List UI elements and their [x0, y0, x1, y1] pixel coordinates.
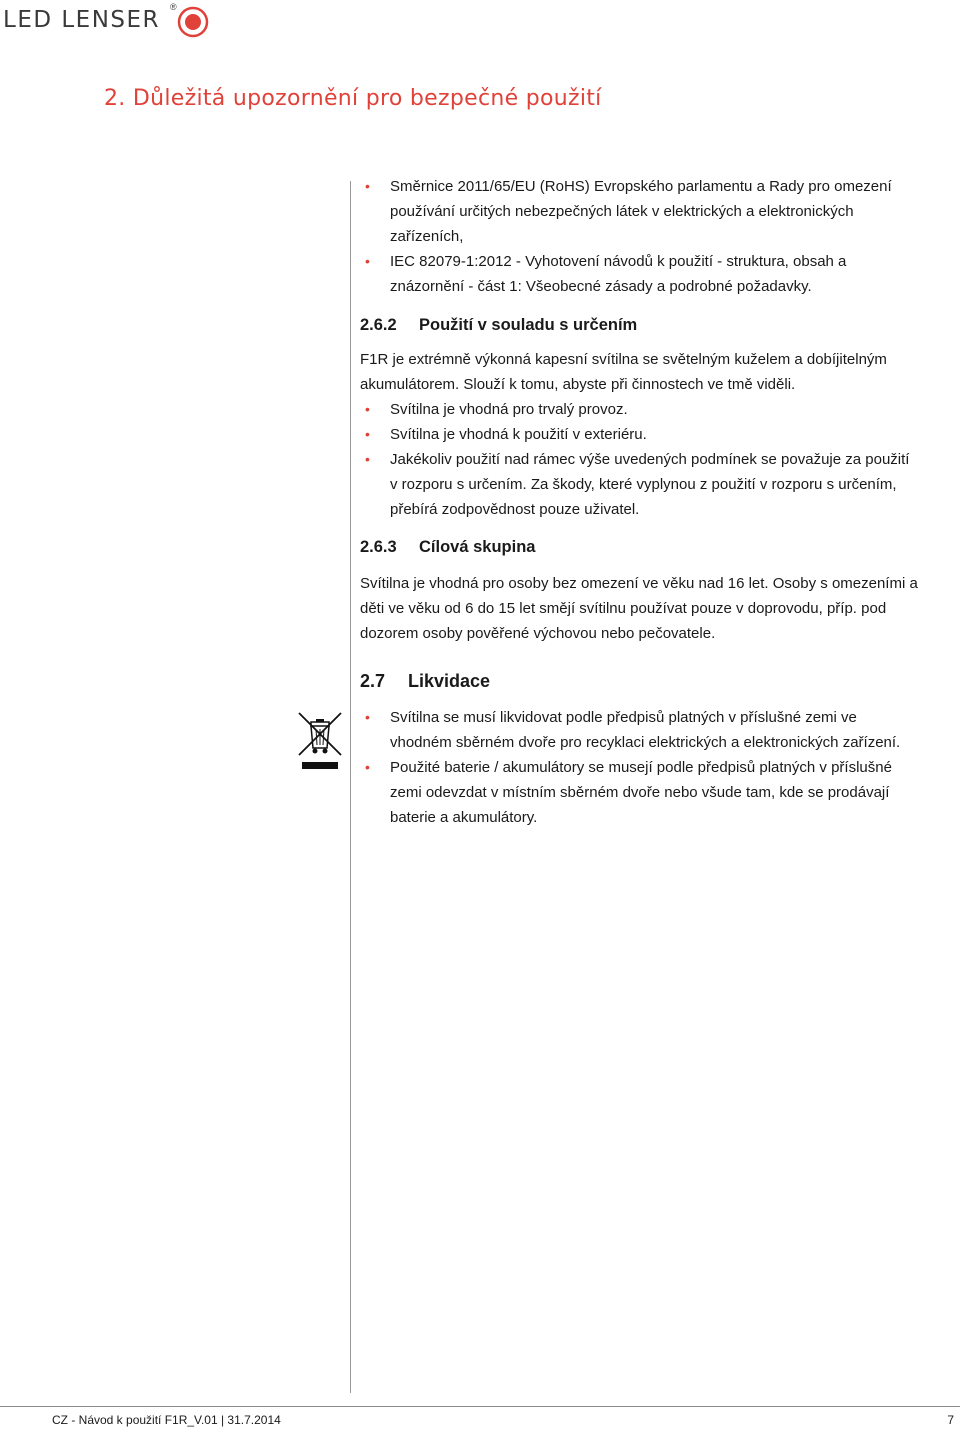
usage-list — [360, 397, 920, 522]
list-item: • Svítilna je vhodná pro trvalý provoz. — [360, 397, 920, 422]
section-number: 2.7 — [360, 671, 386, 691]
footer-divider — [0, 1406, 960, 1407]
list-item: • Svítilna je vhodná k použití v exteriéru. — [360, 422, 920, 447]
registered-mark: ® — [170, 2, 177, 12]
section-title: Použití v souladu s určením — [419, 316, 638, 334]
list-item: • Použité baterie / akumulátory se musejí podle předpisů platných v příslušné zemi odevzdat v místním sběrném dvoře nebo všude tam, kde se prodávají baterie a akumulátory. — [360, 755, 920, 830]
section-heading-2-7 — [360, 669, 920, 694]
section-title: Likvidace — [408, 671, 491, 691]
page-number: 7 — [947, 1413, 954, 1427]
crossed-out-bin-icon — [296, 710, 344, 772]
content-column — [360, 174, 920, 830]
section-title: Cílová skupina — [419, 538, 536, 556]
section-paragraph: Svítilna je vhodná pro osoby bez omezení ve věku nad 16 let. Osoby s omezeními a děti ve věku od 6 do 15 let smějí svítilnu používat pouze v doprovodu, příp. pod dozorem osoby pověřené výchovou nebo pečovatele. — [360, 575, 918, 642]
list-item: • Jakékoliv použití nad rámec výše uvedených podmínek se považuje za použití v rozporu s určením. Za škody, které vyplynou z použití v rozporu s určením, přebírá zodpovědnost pouze uživatel. — [360, 447, 920, 522]
list-item: • Svítilna se musí likvidovat podle předpisů platných v příslušné zemi ve vhodném sběrném dvoře pro recyklaci elektrických a elektronických zařízení. — [360, 705, 920, 755]
footer-document-info: CZ - Návod k použití F1R_V.01 | 31.7.2014 — [52, 1413, 281, 1427]
section-paragraph: F1R je extrémně výkonná kapesní svítilna se světelným kuželem a dobíjitelným akumulátorem. Slouží k tomu, abyste při činnostech ve tmě viděli. — [360, 351, 887, 393]
section-heading-2-6-3 — [360, 535, 920, 560]
intro-list — [360, 174, 920, 299]
vertical-divider — [350, 181, 351, 1393]
page-title: 2. Důležitá upozornění pro bezpečné použití — [104, 86, 602, 111]
brand-name: LED LENSER — [3, 7, 161, 33]
brand-mark-icon — [177, 6, 209, 38]
list-item: • IEC 82079-1:2012 - Vyhotovení návodů k použití - struktura, obsah a znázornění - část 1: Všeobecné zásady a podrobné požadavky. — [360, 249, 920, 299]
disposal-list — [360, 705, 920, 830]
section-heading-2-6-2 — [360, 313, 920, 338]
section-number: 2.6.2 — [360, 316, 397, 334]
section-number: 2.6.3 — [360, 538, 397, 556]
list-item: • Směrnice 2011/65/EU (RoHS) Evropského parlamentu a Rady pro omezení používání určitých nebezpečných látek v elektrických a elektronických zařízeních, — [360, 174, 920, 249]
